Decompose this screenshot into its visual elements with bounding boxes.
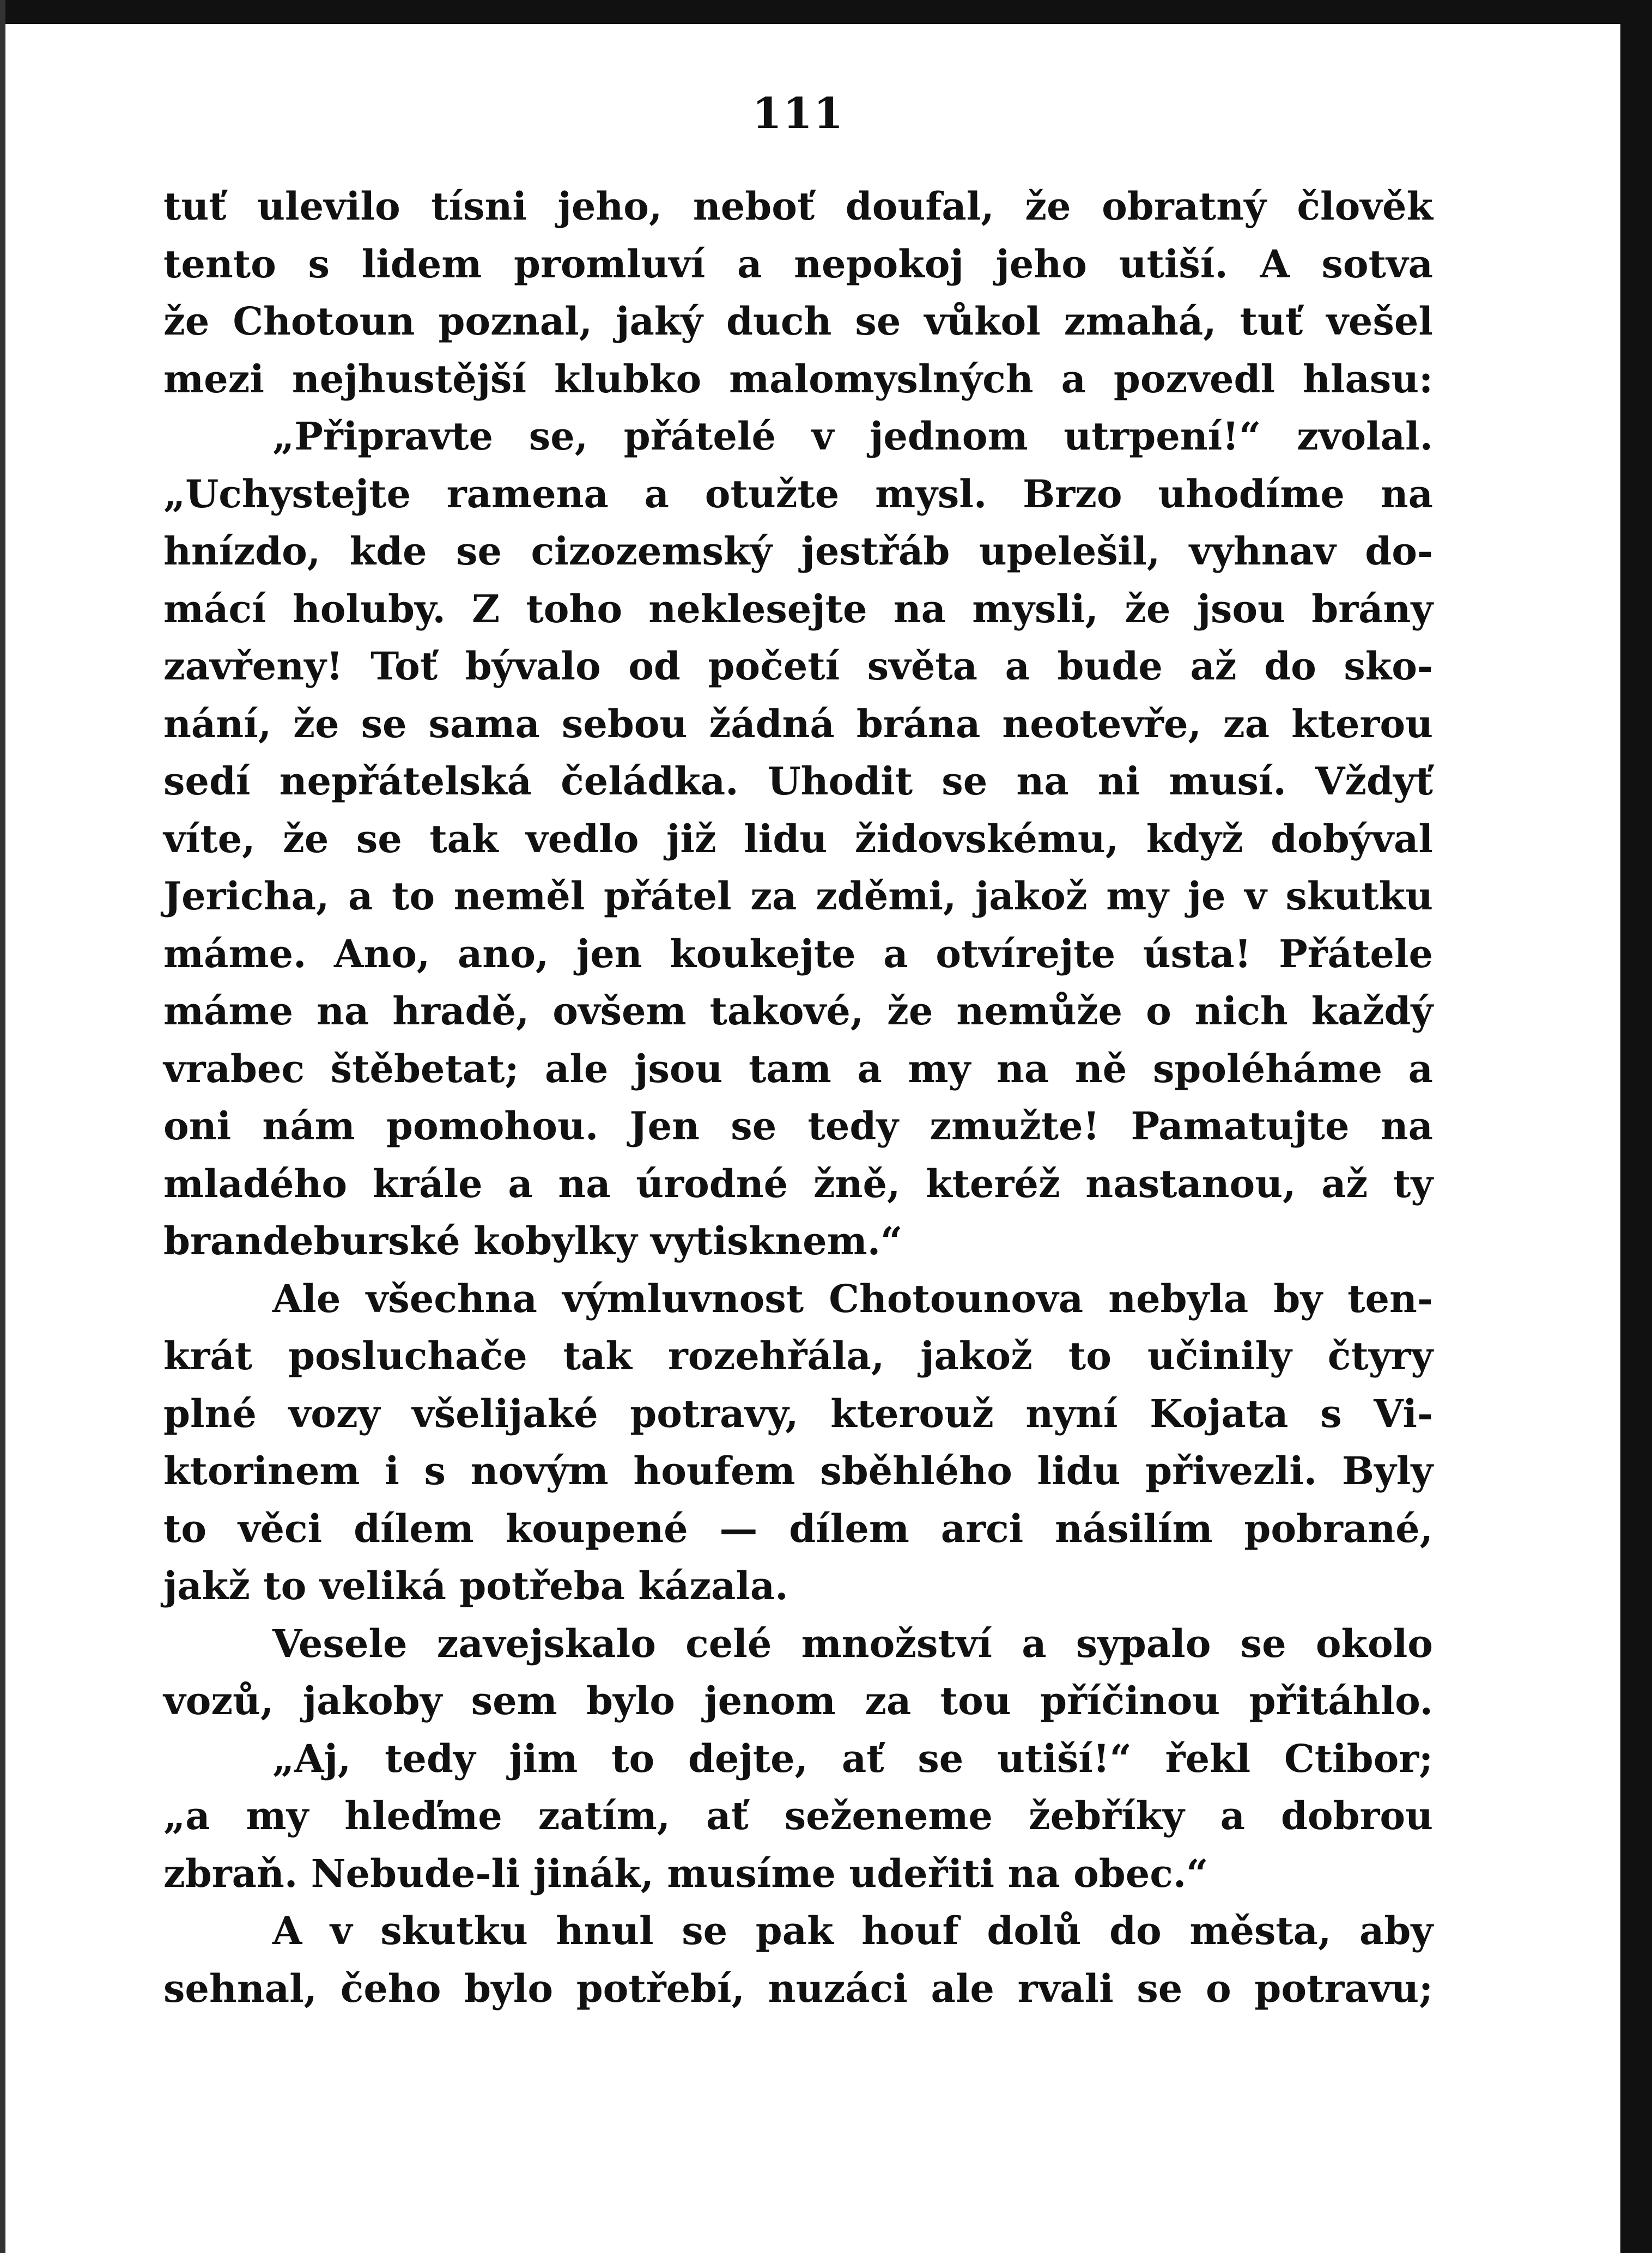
text-line: „Aj, tedy jim to dejte, ať se utiší!“ řekl Ctibor; <box>272 1735 1433 1781</box>
text-line: „Připravte se, přátelé v jednom utrpení!“ zvolal. <box>272 414 1433 459</box>
scan-border-left <box>0 0 5 2253</box>
text-line: mezi nejhustější klubko malomyslných a pozvedl hlasu: <box>163 356 1433 402</box>
text-line: to věci dílem koupené — dílem arci násilím pobrané, <box>163 1505 1433 1551</box>
text-line: oni nám pomohou. Jen se tedy zmužte! Pamatujte na <box>163 1103 1433 1149</box>
text-line: brandeburské kobylky vytisknem.“ <box>163 1218 903 1264</box>
text-line: krát posluchače tak rozehřála, jakož to učinily čtyry <box>163 1333 1433 1378</box>
text-line: A v skutku hnul se pak houf dolů do města, aby <box>272 1908 1433 1953</box>
text-line: Ale všechna výmluvnost Chotounova nebyla by ten- <box>272 1276 1433 1321</box>
page-text-body <box>163 178 1433 2017</box>
text-line: mladého krále a na úrodné žně, kteréž nastanou, až ty <box>163 1161 1433 1206</box>
text-line: plné vozy všelijaké potravy, kterouž nyní Kojata s Vi- <box>163 1390 1433 1436</box>
text-line: máme. Ano, ano, jen koukejte a otvírejte ústa! Přátele <box>163 931 1433 976</box>
text-line: „Uchystejte ramena a otužte mysl. Brzo uhodíme na <box>163 471 1433 517</box>
scan-border-right <box>1620 0 1652 2253</box>
text-line: jakž to veliká potřeba kázala. <box>163 1563 788 1608</box>
text-line: „a my hleďme zatím, ať seženeme žebříky a dobrou <box>163 1793 1433 1838</box>
text-line: ktorinem i s novým houfem sběhlého lidu přivezli. Byly <box>163 1448 1433 1493</box>
text-line: Jericha, a to neměl přátel za zděmi, jakož my je v skutku <box>163 873 1433 919</box>
text-line: zavřeny! Toť bývalo od početí světa a bude až do sko- <box>163 643 1433 689</box>
text-line: mácí holuby. Z toho neklesejte na mysli, že jsou brány <box>163 586 1433 631</box>
text-line: hnízdo, kde se cizozemský jestřáb upelešil, vyhnav do- <box>163 529 1433 574</box>
text-line: sedí nepřátelská čeládka. Uhodit se na ni musí. Vždyť <box>163 758 1433 804</box>
text-line: nání, že se sama sebou žádná brána neotevře, za kterou <box>163 701 1433 746</box>
scan-border-top <box>0 0 1652 24</box>
page-number: 111 <box>752 89 845 138</box>
text-line: vozů, jakoby sem bylo jenom za tou příčinou přitáhlo. <box>163 1678 1433 1723</box>
text-line: zbraň. Nebude-li jinák, musíme udeřiti na obec.“ <box>163 1850 1208 1896</box>
text-line: tuť ulevilo tísni jeho, neboť doufal, že obratný člověk <box>163 184 1433 229</box>
text-line: máme na hradě, ovšem takové, že nemůže o nich každý <box>163 988 1433 1034</box>
text-line: sehnal, čeho bylo potřebí, nuzáci ale rvali se o potravu; <box>163 1965 1433 2011</box>
text-line: Vesele zavejskalo celé množství a sypalo se okolo <box>272 1620 1433 1666</box>
text-line: vrabec štěbetat; ale jsou tam a my na ně spoléháme a <box>163 1046 1433 1091</box>
text-line: víte, že se tak vedlo již lidu židovskému, když dobýval <box>163 816 1433 861</box>
text-line: že Chotoun poznal, jaký duch se vůkol zmahá, tuť vešel <box>163 299 1433 344</box>
text-line: tento s lidem promluví a nepokoj jeho utiší. A sotva <box>163 241 1433 287</box>
book-page <box>163 89 1433 2017</box>
